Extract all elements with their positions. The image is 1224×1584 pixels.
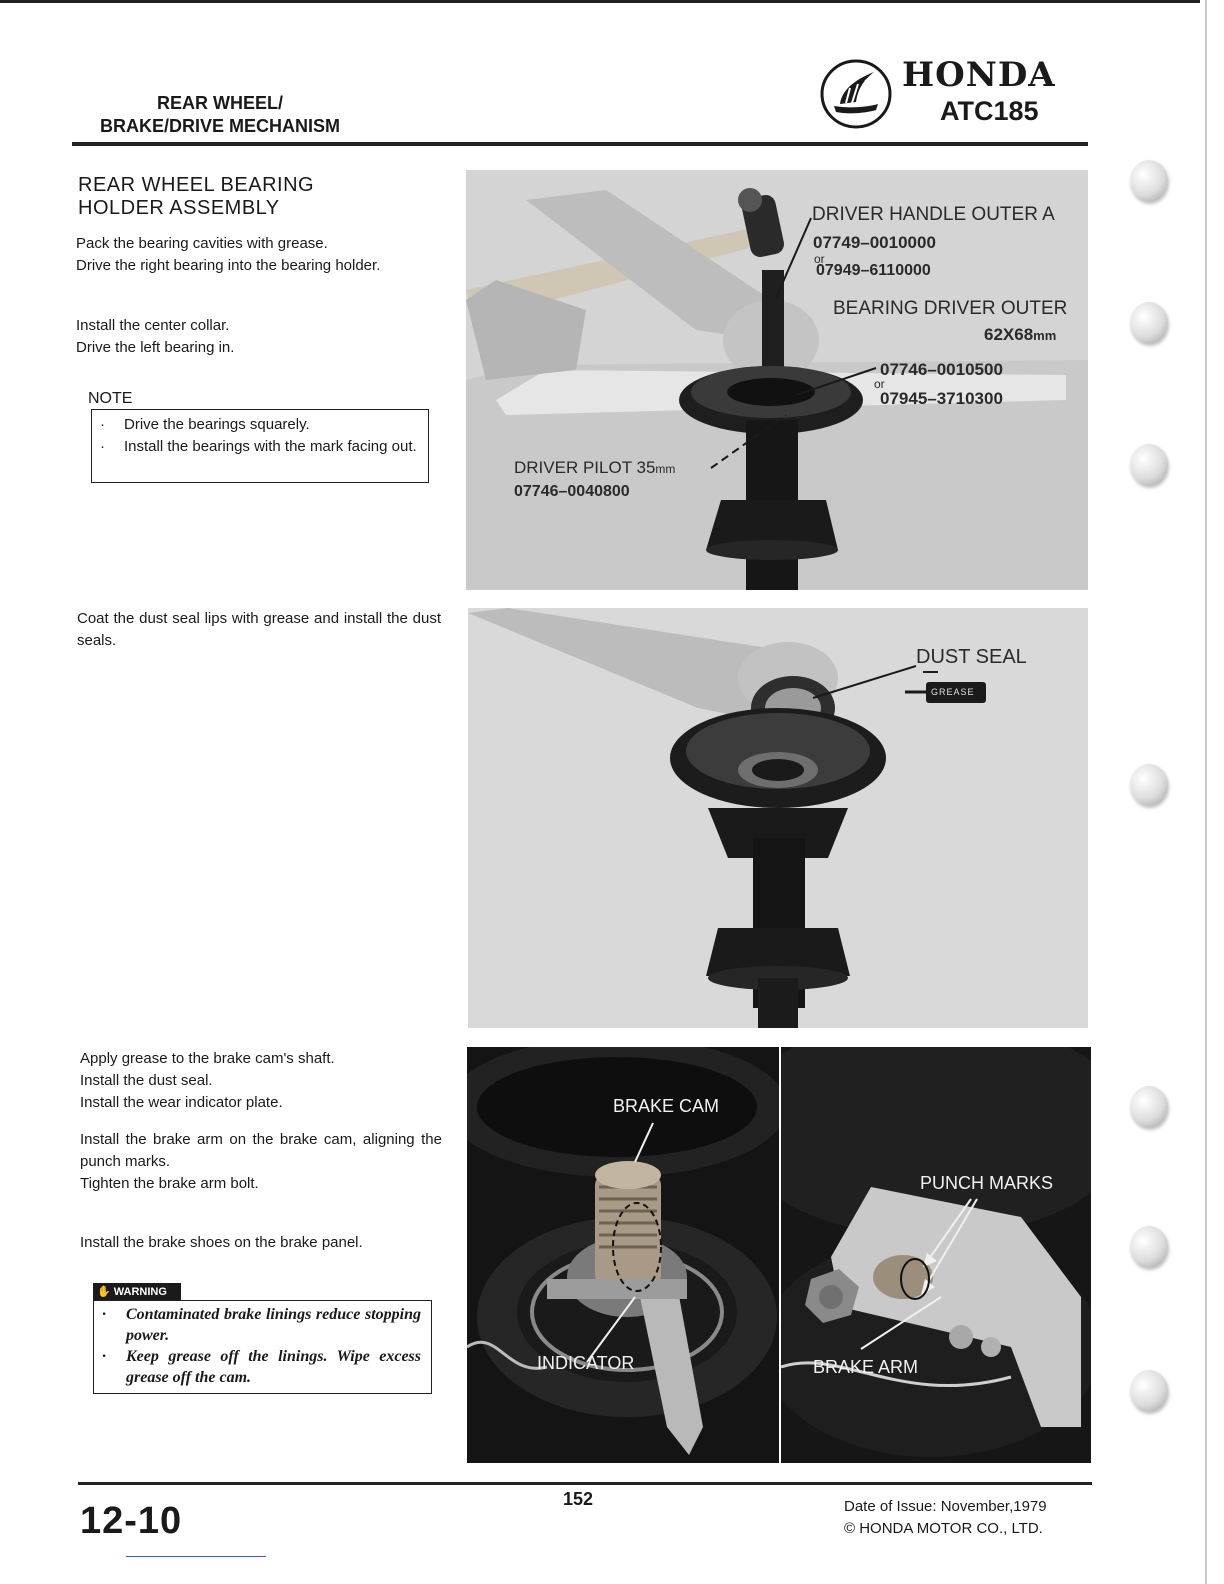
note-box <box>91 409 429 483</box>
issue-info <box>844 1496 1047 1540</box>
index-tab <box>1130 302 1168 344</box>
page-number: 152 <box>563 1489 594 1509</box>
page-code: 12-10 <box>80 1500 183 1542</box>
warning-icon: ✋ <box>97 1286 114 1298</box>
note-item: · Install the bearings with the mark facing out. <box>100 436 418 458</box>
label-brake-cam: BRAKE CAM <box>613 1096 720 1116</box>
section-title-header <box>70 92 370 138</box>
label-driver-pilot <box>514 458 675 478</box>
section-title-line1: REAR WHEEL/ <box>157 93 283 113</box>
label-driver-pilot-pn: 07746–0040800 <box>514 483 630 500</box>
warning-item-text: Keep grease off the linings. Wipe excess grease off the cam. <box>126 1348 421 1386</box>
warning-badge <box>93 1283 181 1301</box>
index-tab <box>1130 1226 1168 1268</box>
page-right-edge <box>1205 0 1207 1584</box>
bearing-holder-title <box>78 174 314 220</box>
index-tab <box>1130 1370 1168 1412</box>
index-tab <box>1130 444 1168 486</box>
label-driver-handle: DRIVER HANDLE OUTER A <box>812 204 1055 225</box>
brake-shoes-instruction: Install the brake shoes on the brake panel. <box>80 1234 363 1251</box>
label-dust-seal: DUST SEAL <box>916 646 1027 668</box>
model-name: ATC185 <box>940 96 1039 126</box>
index-tab <box>1130 160 1168 202</box>
index-tab <box>1130 1086 1168 1128</box>
driver-pilot-unit: mm <box>655 462 676 476</box>
photo-bearing-driver <box>466 170 1088 590</box>
photo-brake-cam <box>467 1047 779 1463</box>
label-driver-handle-pn2: 07949–6110000 <box>816 262 931 279</box>
note-item-text: Drive the bearings squarely. <box>124 416 310 433</box>
warning-label: WARNING <box>113 1286 167 1298</box>
photo-brake-arm <box>781 1047 1091 1463</box>
instruction-install-brake-arm: Install the brake arm on the brake cam, aligning the punch marks. <box>80 1131 442 1170</box>
instruction-apply-grease: Apply grease to the brake cam's shaft. <box>80 1050 335 1067</box>
label-punch-marks: PUNCH MARKS <box>920 1173 1054 1193</box>
top-edge-rule <box>0 0 1200 3</box>
label-bearing-driver-pn1: 07746–0010500 <box>880 360 1003 379</box>
instruction-tighten-bolt: Tighten the brake arm bolt. <box>80 1175 259 1192</box>
label-or: or <box>814 252 825 266</box>
photo-bearing-driver-art <box>466 170 1088 590</box>
honda-wing-logo-icon <box>820 58 892 130</box>
label-indicator: INDICATOR <box>537 1353 635 1373</box>
photo-dust-seal-art <box>468 608 1088 1028</box>
label-brake-arm: BRAKE ARM <box>813 1357 919 1377</box>
label-bearing-driver: BEARING DRIVER OUTER <box>833 298 1068 319</box>
photo-brake-arm-art <box>781 1047 1091 1463</box>
grease-tag: GREASE <box>931 687 975 697</box>
instruction-install-collar: Install the center collar. <box>76 317 230 334</box>
label-driver-handle-pn1: 07749–0010000 <box>813 233 936 252</box>
bearing-instructions-2 <box>76 315 440 359</box>
footer-rule <box>78 1482 1092 1485</box>
warning-item: · Keep grease off the linings. Wipe excess grease off the cam. <box>102 1348 421 1386</box>
bearing-holder-title-line2: HOLDER ASSEMBLY <box>78 197 280 219</box>
photo-dust-seal <box>468 608 1088 1028</box>
bearing-holder-title-line1: REAR WHEEL BEARING <box>78 174 315 196</box>
copyright: © HONDA MOTOR CO., LTD. <box>844 1520 1043 1537</box>
brake-cam-instructions-1 <box>80 1048 440 1114</box>
label-bearing-driver-size <box>984 325 1056 345</box>
warning-item: · Contaminated brake linings reduce stopping power. <box>102 1306 421 1344</box>
instruction-install-dust-seal: Install the dust seal. <box>80 1072 213 1089</box>
header-rule <box>72 142 1088 146</box>
warning-item-text: Contaminated brake linings reduce stopping power. <box>126 1306 421 1344</box>
brand-name: HONDA <box>902 55 1056 95</box>
warning-box <box>93 1300 432 1394</box>
note-label: NOTE <box>88 390 133 407</box>
bearing-instructions-1 <box>76 233 440 277</box>
instruction-drive-right-bearing: Drive the right bearing into the bearing holder. <box>76 257 381 274</box>
label-bearing-driver-pn2: 07945–3710300 <box>880 389 1003 408</box>
instruction-install-indicator: Install the wear indicator plate. <box>80 1094 283 1111</box>
label-or: or <box>874 377 885 391</box>
bottom-link-line <box>126 1556 266 1557</box>
note-item: · Drive the bearings squarely. <box>100 414 418 436</box>
section-title-line2: BRAKE/DRIVE MECHANISM <box>99 116 340 136</box>
driver-pilot-text: DRIVER PILOT 35 <box>514 458 656 477</box>
bearing-driver-size-value: 62X68 <box>984 325 1034 344</box>
note-item-text: Install the bearings with the mark facing out. <box>124 438 417 455</box>
instruction-drive-left-bearing: Drive the left bearing in. <box>76 339 235 356</box>
date-of-issue: Date of Issue: November,1979 <box>844 1498 1047 1515</box>
bearing-driver-size-unit: mm <box>1033 328 1057 343</box>
index-tab <box>1130 764 1168 806</box>
dust-seal-instructions: Coat the dust seal lips with grease and install the dust seals. <box>77 610 441 649</box>
brake-cam-instructions-2 <box>80 1129 442 1195</box>
instruction-pack-grease: Pack the bearing cavities with grease. <box>76 235 328 252</box>
